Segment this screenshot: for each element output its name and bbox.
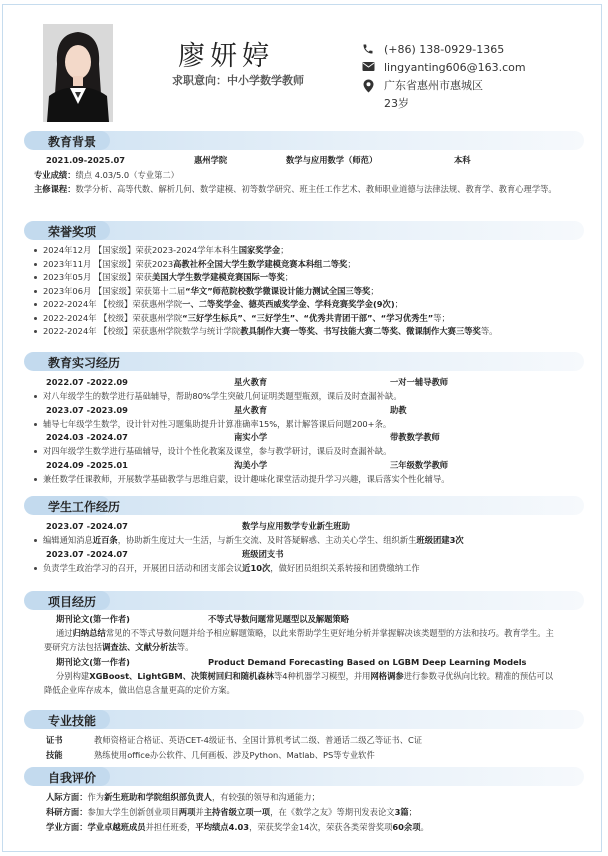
- section-title: 自我评价: [48, 771, 97, 785]
- self-eval-bold: 主持省级立项一项: [203, 807, 271, 817]
- internship-role: 一对一辅导教师: [390, 377, 449, 387]
- honor-award: 高教社杯全国大学生数学建模竞赛本科组二等奖: [173, 258, 348, 269]
- honor-award: “三好学生标兵”、“三好学生”、“优秀共青团干部”、“学习优秀生”: [182, 312, 434, 323]
- honor-text: 2022-2024年 【校级】荣获惠州学院: [43, 299, 183, 309]
- project-desc-bold: 网格调参: [370, 671, 404, 681]
- project-desc-text: 常见的不等式导数问题并给予相应解题策略，以此来帮助学生更好地分析并掌握解决该类题型的方法和技巧。教育学生。主要研究方法包括: [44, 628, 554, 652]
- project-role: 期刊论文(第一作者): [56, 614, 130, 624]
- honor-text: 2023年11月 【国家级】荣获2023: [43, 258, 174, 269]
- internship-role: 三年级数学教师: [390, 459, 449, 470]
- internship-role: 助教: [390, 404, 407, 415]
- skill-row: [46, 749, 576, 764]
- internship-period: 2022.07 -2022.09: [46, 377, 128, 387]
- section-internship: [24, 352, 584, 492]
- student-work-list: [34, 520, 584, 575]
- honor-award: 国家奖学金: [238, 245, 281, 255]
- internship-header: [34, 459, 584, 473]
- education-school: 惠州学院: [194, 155, 228, 165]
- internship-desc-text: 对八年级学生的数学进行基础辅导，帮助80%学生突破几何证明类题型瓶颈，课后及时查漏补缺。: [43, 391, 402, 401]
- contact-info: [360, 42, 526, 114]
- self-eval-bold: 两项: [178, 807, 196, 817]
- phone-icon: [360, 42, 376, 55]
- section-title: 教育实习经历: [48, 356, 121, 370]
- work-desc-bold: 近百条: [92, 535, 118, 545]
- skill-label: 技能: [46, 750, 63, 760]
- internship-org: 星火教育: [234, 377, 268, 387]
- section-header: [24, 131, 584, 150]
- project-desc-text: 分别构建: [56, 671, 90, 681]
- honor-award: 美国大学生数学建模竞赛国际一等奖: [151, 272, 285, 282]
- gpa-value: 绩点 4.03/5.0（专业第二）: [75, 170, 179, 180]
- work-desc: [34, 562, 584, 576]
- internship-org: 南实小学: [234, 432, 268, 442]
- self-eval-list: [46, 791, 576, 836]
- portrait-image: [43, 24, 113, 122]
- section-title: 项目经历: [48, 595, 97, 609]
- internship-list: [34, 376, 584, 486]
- honor-item: [34, 298, 497, 312]
- work-desc-bold: 近10次: [242, 562, 271, 573]
- location-pin-icon: [360, 78, 376, 93]
- honor-text: 2023年06月 【国家级】荣获第十二届: [43, 285, 186, 296]
- education-major: 数学与应用数学（师范）: [286, 155, 378, 165]
- section-header: [24, 496, 584, 515]
- project-desc-text: 等。: [176, 641, 194, 652]
- honor-text: 2023年05月 【国家级】荣获: [43, 272, 152, 282]
- self-eval-text: ，荣获奖学金14次，荣获各类荣誉奖项: [249, 822, 393, 832]
- honor-award: “华文”师范院校数学微课设计能力测试全国三等奖: [185, 285, 371, 296]
- project-desc-bold: 归纳总结: [72, 628, 106, 638]
- work-header: [34, 548, 584, 562]
- internship-desc: [34, 445, 584, 459]
- project-header: [34, 613, 574, 627]
- gpa-label: 专业成绩：: [34, 170, 76, 180]
- honor-suffix: 等；: [433, 312, 450, 323]
- work-desc-text: ，做好团员组织关系转接和团费缴纳工作: [270, 562, 420, 573]
- honor-text: 2022-2024年 【校级】荣获惠州学院: [43, 312, 183, 323]
- work-desc-text: 负责学生政治学习的召开，开展团日活动和团支部会议: [43, 562, 243, 573]
- contact-phone-row: [360, 42, 526, 60]
- section-header: [24, 710, 584, 729]
- honor-item: [34, 285, 497, 299]
- project-desc-bold: 调查法、文献分析法: [102, 641, 177, 652]
- internship-desc: [34, 418, 584, 432]
- honor-item: [34, 325, 497, 339]
- internship-desc-text: 对四年级学生数学进行基础辅导，设计个性化教案及课堂，参与教学研讨，课后及时查漏补缺。: [43, 446, 392, 456]
- projects-list: [34, 613, 574, 699]
- honor-suffix: ；: [284, 272, 294, 282]
- project-role: 期刊论文(第一作者): [56, 657, 130, 667]
- internship-desc-text: 辅导七年级学生数学，设计针对性习题集助提升计算准确率15%，累计解答课后问题200+条。: [43, 418, 392, 429]
- internship-desc: [34, 473, 584, 487]
- section-student-work: [24, 496, 584, 582]
- honor-item: [34, 244, 497, 258]
- internship-header: [34, 431, 584, 445]
- courses-row: [34, 183, 582, 197]
- education-degree: 本科: [454, 155, 471, 165]
- contact-email-row: [360, 60, 526, 78]
- self-eval-text: ；: [408, 807, 417, 817]
- self-eval-row: [46, 791, 576, 806]
- self-eval-label: 人际方面：: [46, 792, 88, 802]
- project-desc-text: 等4种机器学习模型，并用: [273, 671, 371, 681]
- self-eval-text: ，有较强的领导和沟通能力；: [211, 792, 320, 802]
- honor-award: 教具制作大赛一等奖、书写技能大赛二等奖、微课制作大赛三等奖: [240, 326, 481, 336]
- skill-label: 证书: [46, 735, 63, 745]
- section-header: [24, 221, 584, 240]
- self-eval-row: [46, 806, 576, 821]
- project-header: [34, 656, 574, 670]
- section-title: 教育背景: [48, 135, 97, 149]
- section-header: [24, 352, 584, 371]
- honor-award: 一、二等奖学金、德英西威奖学金、学科竞赛奖学金(9次): [182, 299, 395, 309]
- courses-value: 数学分析、高等代数、解析几何、数学建模、初等数学研究、班主任工作艺术、教师职业道德与法律法规、教育学、教育心理学等。: [75, 184, 557, 194]
- email-address[interactable]: lingyanting606@163.com: [384, 61, 526, 74]
- honors-list: [34, 244, 497, 339]
- profile-photo: [43, 24, 113, 122]
- contact-location-row: [360, 78, 526, 96]
- project-name: 不等式导数问题常见题型以及解题策略: [208, 614, 350, 624]
- honor-item: [34, 271, 497, 285]
- self-eval-label: 学业方面：: [46, 822, 88, 832]
- skills-list: [46, 734, 576, 764]
- job-intent: 求职意向：中小学数学教师: [172, 74, 304, 87]
- age: 23岁: [384, 97, 409, 110]
- education-period: 2021.09-2025.07: [46, 155, 126, 165]
- section-title: 荣誉奖项: [48, 225, 97, 239]
- honor-text: 2022-2024年 【校级】荣获惠州学院数学与统计学院: [43, 326, 241, 336]
- self-eval-text: ，在《数学之友》等期刊发表论文: [270, 807, 395, 817]
- work-period: 2023.07 -2024.07: [46, 548, 128, 559]
- internship-role: 带教数学教师: [390, 432, 440, 442]
- work-desc: [34, 534, 584, 548]
- section-skills: [24, 710, 584, 766]
- contact-age-row: [360, 96, 526, 114]
- project-desc-text: 进行参数寻优纵向比较。精准的预估可以降低企业库存成本，做出信息含量更高的定价方案。: [44, 671, 554, 695]
- section-education: [24, 131, 584, 217]
- phone-number[interactable]: (+86) 138-0929-1365: [384, 43, 505, 56]
- self-eval-bold: 学业卓越班成员: [87, 822, 146, 832]
- self-eval-bold: 平均绩点4.03: [195, 822, 250, 832]
- internship-period: 2024.09 -2025.01: [46, 459, 128, 470]
- skill-text: 熟练使用office办公软件、几何画板、涉及Python、Matlab、PS等专业软件: [94, 750, 375, 760]
- section-title: 专业技能: [48, 714, 97, 728]
- internship-org: 沟美小学: [234, 459, 268, 470]
- honor-item: [34, 258, 497, 272]
- internship-desc: [34, 390, 584, 404]
- honor-item: [34, 312, 497, 326]
- work-desc-text: ，协助新生度过大一生活，与新生交流、及时答疑解惑、主动关心学生、组织新生: [117, 535, 417, 545]
- project-desc: [34, 627, 559, 654]
- location: 广东省惠州市惠城区: [384, 79, 483, 92]
- section-header: [24, 767, 584, 786]
- section-self-eval: [24, 767, 584, 843]
- work-desc-bold: 班级团建3次: [416, 535, 464, 545]
- honor-suffix: ；: [370, 285, 379, 296]
- courses-label: 主修课程：: [34, 184, 76, 194]
- self-eval-bold: 60余项: [392, 822, 421, 832]
- skill-row: [46, 734, 576, 749]
- work-header: [34, 520, 584, 534]
- section-honors: [24, 221, 584, 349]
- internship-period: 2023.07 -2023.09: [46, 404, 128, 415]
- self-eval-bold: 3篇: [394, 807, 409, 817]
- self-eval-label: 科研方面：: [46, 807, 88, 817]
- honor-suffix: ；: [394, 299, 403, 309]
- project-desc-text: 通过: [56, 628, 73, 638]
- gpa-row: [34, 169, 584, 183]
- project-desc-bold: XGBoost、LightGBM、决策树回归和随机森林: [89, 671, 274, 681]
- work-org: 班级团支书: [242, 548, 284, 559]
- project-desc: [34, 670, 559, 697]
- honor-text: 2024年12月 【国家级】荣获2023-2024学年本科生: [43, 245, 239, 255]
- candidate-name: 廖妍婷: [178, 41, 274, 72]
- skill-text: 教师资格证合格证、英语CET-4级证书、全国计算机考试二级、普通话二级乙等证书、C证: [94, 735, 423, 745]
- self-eval-text: 参加大学生创新创业项目: [87, 807, 179, 817]
- honor-suffix: ；: [347, 258, 356, 269]
- self-eval-text: 并: [195, 807, 204, 817]
- work-period: 2023.07 -2024.07: [46, 521, 128, 531]
- self-eval-bold: 新生班助和学院组织部负责人: [104, 792, 212, 802]
- honor-suffix: 等。: [480, 326, 498, 336]
- self-eval-text: 。: [420, 822, 429, 832]
- section-title: 学生工作经历: [48, 500, 121, 514]
- internship-header: [34, 376, 584, 390]
- project-name: Product Demand Forecasting Based on LGBM Deep Learning Models: [208, 657, 527, 667]
- internship-desc-text: 兼任数学任课教师，开展数学基础教学与思维启蒙，设计趣味化课堂活动提升学习兴趣，课后落实个性化辅导。: [43, 473, 450, 484]
- email-icon: [360, 60, 376, 72]
- section-projects: [24, 591, 584, 707]
- work-org: 数学与应用数学专业新生班助: [242, 521, 350, 531]
- work-desc-text: 编辑通知消息: [43, 535, 93, 545]
- internship-header: [34, 404, 584, 418]
- self-eval-text: 并担任班委，: [145, 822, 196, 832]
- self-eval-text: 作为: [87, 792, 105, 802]
- internship-period: 2024.03 -2024.07: [46, 432, 128, 442]
- section-header: [24, 591, 584, 610]
- internship-org: 星火教育: [234, 404, 268, 415]
- self-eval-row: [46, 821, 576, 836]
- honor-suffix: ；: [280, 245, 289, 255]
